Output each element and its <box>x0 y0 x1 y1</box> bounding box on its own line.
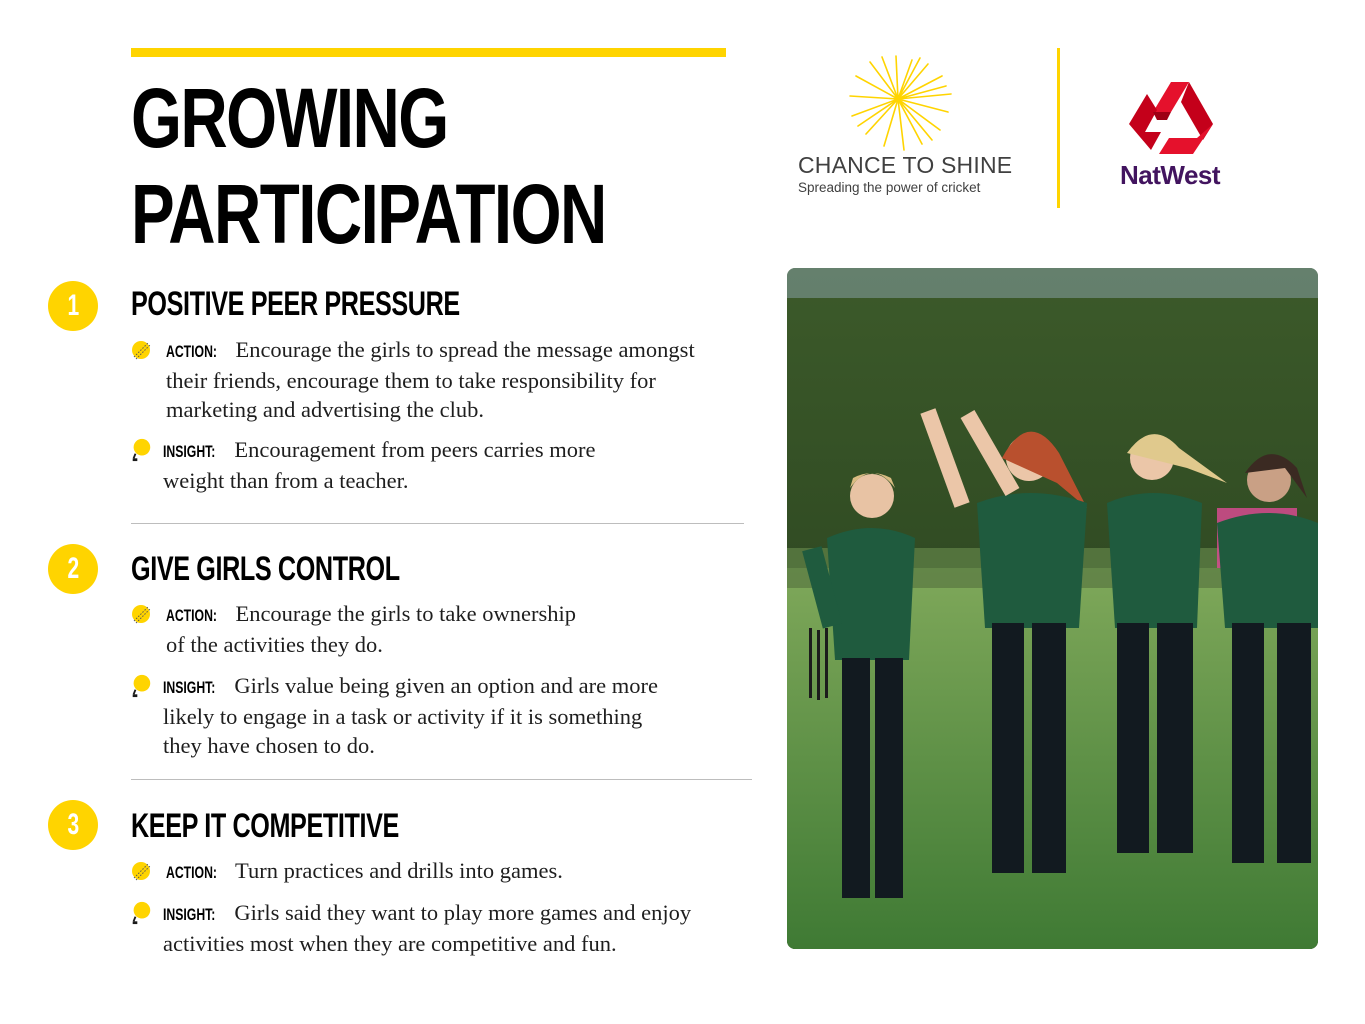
natwest-name: NatWest <box>1120 160 1221 190</box>
action-label: ACTION: <box>166 342 217 361</box>
insight-text-line: they have chosen to do. <box>163 733 375 758</box>
cricket-team-photo-illustration <box>787 268 1318 949</box>
chance-to-shine-logo <box>798 52 1028 202</box>
lightbulb-icon <box>130 438 152 462</box>
action-text-line: their friends, encourage them to take responsibility for <box>166 368 656 393</box>
section-3-number: 3 <box>48 800 98 850</box>
action-label: ACTION: <box>166 863 217 882</box>
insight-text-line: activities most when they are competitive and fun. <box>163 931 617 956</box>
insight-text-line: weight than from a teacher. <box>163 468 409 493</box>
cricket-ball-icon <box>130 602 152 626</box>
page-title-line-1: GROWING <box>131 71 448 165</box>
insight-label: INSIGHT: <box>163 442 216 461</box>
title-accent-bar <box>131 48 726 57</box>
section-2-title: GIVE GIRLS CONTROL <box>131 550 400 588</box>
action-text-line: marketing and advertising the club. <box>166 397 485 422</box>
section-divider <box>131 779 752 780</box>
insight-text-line: likely to engage in a task or activity if it is something <box>163 704 643 729</box>
section-divider <box>131 523 744 524</box>
action-label: ACTION: <box>166 606 217 625</box>
cricket-ball-icon <box>130 859 152 883</box>
lightbulb-icon <box>130 901 152 925</box>
insight-label: INSIGHT: <box>163 905 216 924</box>
section-1-title: POSITIVE PEER PRESSURE <box>131 285 460 323</box>
page-title-line-2: PARTICIPATION <box>131 167 606 261</box>
insight-text-line: Encouragement from peers carries more <box>234 437 596 462</box>
chance-to-shine-name: CHANCE TO SHINE <box>798 152 1013 178</box>
action-text-line: Encourage the girls to take ownership <box>235 601 576 626</box>
logo-divider <box>1057 48 1060 208</box>
cricket-ball-icon <box>130 338 152 362</box>
chance-to-shine-tagline: Spreading the power of cricket <box>798 180 981 195</box>
action-text-line: Encourage the girls to spread the message amongst <box>235 337 695 362</box>
lightbulb-icon <box>130 674 152 698</box>
action-text-line: Turn practices and drills into games. <box>235 858 563 883</box>
action-text-line: of the activities they do. <box>166 632 383 657</box>
team-photo <box>787 268 1318 949</box>
page-title <box>131 70 606 262</box>
natwest-logo-icon <box>1127 80 1215 156</box>
sunburst-icon <box>848 54 958 152</box>
insight-text-line: Girls value being given an option and are more <box>234 673 658 698</box>
section-2-number: 2 <box>48 544 98 594</box>
section-1-number: 1 <box>48 281 98 331</box>
insight-text-line: Girls said they want to play more games and enjoy <box>234 900 692 925</box>
section-3-title: KEEP IT COMPETITIVE <box>131 807 399 845</box>
insight-label: INSIGHT: <box>163 678 216 697</box>
